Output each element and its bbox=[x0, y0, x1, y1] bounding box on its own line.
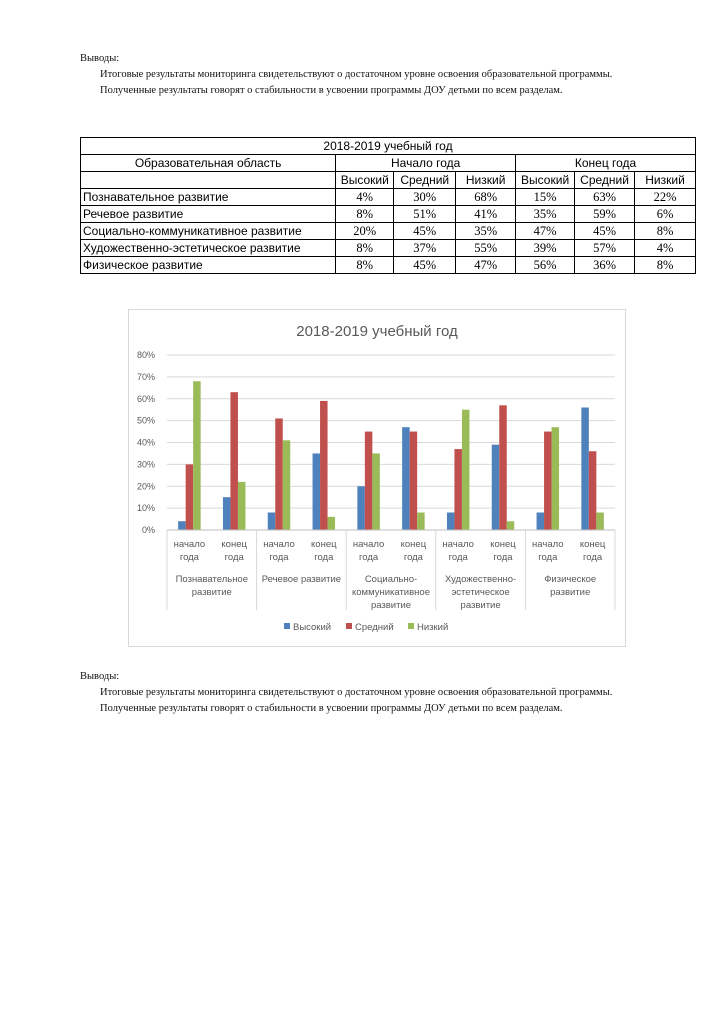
value-cell: 30% bbox=[394, 189, 456, 206]
x-subcategory-label: начало bbox=[263, 539, 295, 550]
bar bbox=[462, 410, 470, 530]
y-tick-label: 0% bbox=[141, 525, 155, 535]
bar bbox=[507, 521, 515, 530]
value-cell: 36% bbox=[575, 257, 635, 274]
value-cell: 55% bbox=[456, 240, 516, 257]
bar bbox=[410, 432, 418, 530]
bar bbox=[275, 418, 283, 530]
value-cell: 8% bbox=[635, 257, 696, 274]
table-row bbox=[81, 257, 696, 274]
value-cell: 8% bbox=[635, 223, 696, 240]
bar bbox=[402, 427, 410, 530]
x-group-label: Физическое bbox=[544, 574, 597, 585]
x-subcategory-label: года bbox=[314, 552, 334, 563]
bar bbox=[552, 427, 560, 530]
y-tick-label: 30% bbox=[136, 459, 155, 470]
table-row bbox=[81, 223, 696, 240]
conclusions-heading: Выводы: bbox=[80, 671, 120, 682]
x-subcategory-label: конец bbox=[400, 539, 427, 550]
y-tick-label: 80% bbox=[136, 350, 155, 360]
bar bbox=[320, 401, 328, 530]
x-group-label: коммуникативное bbox=[352, 587, 430, 598]
x-group-label: развитие bbox=[191, 587, 232, 598]
value-cell: 37% bbox=[394, 240, 456, 257]
area-cell: Физическое развитие bbox=[81, 257, 336, 274]
table-header-row bbox=[81, 155, 696, 172]
bar bbox=[268, 513, 276, 531]
bar bbox=[372, 453, 380, 530]
y-tick-label: 70% bbox=[136, 371, 155, 382]
bar bbox=[357, 486, 365, 530]
table-row bbox=[81, 189, 696, 206]
x-subcategory-label: начало bbox=[442, 539, 474, 550]
level-header: Низкий bbox=[635, 172, 696, 189]
x-subcategory-label: начало bbox=[352, 539, 385, 550]
bar bbox=[499, 405, 507, 530]
start-year-header: Начало года bbox=[336, 155, 516, 172]
value-cell: 45% bbox=[394, 223, 456, 240]
y-tick-label: 40% bbox=[136, 437, 155, 448]
legend-label: Средний bbox=[355, 622, 394, 633]
conclusions-top bbox=[80, 53, 680, 101]
value-cell: 45% bbox=[575, 223, 635, 240]
chart-canvas bbox=[129, 310, 625, 646]
chart-title: 2018-2019 учебный год bbox=[296, 323, 458, 340]
level-header: Высокий bbox=[336, 172, 394, 189]
level-row-blank bbox=[81, 172, 336, 189]
x-group-label: Речевое развитие bbox=[261, 574, 342, 585]
value-cell: 45% bbox=[394, 257, 456, 274]
value-cell: 47% bbox=[456, 257, 516, 274]
value-cell: 56% bbox=[516, 257, 575, 274]
value-cell: 22% bbox=[635, 189, 696, 206]
x-group-label: развитие bbox=[550, 587, 591, 598]
value-cell: 35% bbox=[516, 206, 575, 223]
x-subcategory-label: конец bbox=[221, 539, 247, 550]
bar bbox=[544, 432, 552, 530]
bar bbox=[417, 513, 425, 531]
x-subcategory-label: конец bbox=[311, 539, 337, 550]
value-cell: 20% bbox=[336, 223, 394, 240]
x-group-label: Познавательное bbox=[175, 574, 249, 585]
bar bbox=[178, 521, 186, 530]
x-subcategory-label: года bbox=[538, 552, 558, 563]
area-cell: Художественно-эстетическое развитие bbox=[81, 240, 336, 257]
x-subcategory-label: года bbox=[493, 552, 513, 563]
level-header: Низкий bbox=[456, 172, 516, 189]
value-cell: 41% bbox=[456, 206, 516, 223]
conclusions-bottom bbox=[80, 671, 680, 719]
bar bbox=[589, 451, 597, 530]
bar bbox=[537, 513, 545, 531]
conclusions-heading: Выводы: bbox=[80, 53, 120, 64]
value-cell: 8% bbox=[336, 206, 394, 223]
legend-swatch bbox=[284, 623, 290, 629]
table-title: 2018-2019 учебный год bbox=[81, 138, 696, 155]
y-tick-label: 50% bbox=[136, 415, 155, 426]
bar bbox=[596, 513, 604, 531]
area-cell: Познавательное развитие bbox=[81, 189, 336, 206]
x-subcategory-label: года bbox=[359, 552, 379, 563]
bar bbox=[581, 408, 589, 531]
x-group-label: развитие bbox=[460, 600, 501, 611]
conclusion-line-2: Полученные результаты говорят о стабильности в усвоении программы ДОУ детьми по всем разделам. bbox=[100, 85, 563, 96]
results-table bbox=[80, 137, 696, 274]
value-cell: 4% bbox=[336, 189, 394, 206]
x-subcategory-label: года bbox=[179, 552, 199, 563]
bar bbox=[283, 440, 291, 530]
x-group-label: Социально- bbox=[364, 574, 418, 585]
x-subcategory-label: конец bbox=[579, 539, 606, 550]
value-cell: 68% bbox=[456, 189, 516, 206]
bar bbox=[328, 517, 336, 530]
conclusion-line-1: Итоговые результаты мониторинга свидетельствуют о достаточном уровне освоения образовательной программы. bbox=[100, 687, 613, 698]
bar bbox=[313, 453, 321, 530]
value-cell: 4% bbox=[635, 240, 696, 257]
legend-label: Высокий bbox=[293, 622, 332, 633]
x-subcategory-label: года bbox=[403, 552, 423, 563]
x-subcategory-label: года bbox=[269, 552, 289, 563]
bar bbox=[186, 464, 194, 530]
value-cell: 6% bbox=[635, 206, 696, 223]
y-tick-label: 60% bbox=[136, 393, 155, 404]
x-subcategory-label: года bbox=[583, 552, 603, 563]
legend-label: Низкий bbox=[417, 622, 449, 633]
bar bbox=[365, 432, 373, 530]
x-subcategory-label: начало bbox=[173, 539, 206, 550]
bar bbox=[447, 513, 455, 531]
bar bbox=[230, 392, 238, 530]
y-tick-label: 20% bbox=[136, 481, 155, 492]
value-cell: 63% bbox=[575, 189, 635, 206]
x-subcategory-label: начало bbox=[532, 539, 564, 550]
value-cell: 15% bbox=[516, 189, 575, 206]
area-header: Образовательная область bbox=[81, 155, 336, 172]
level-header: Средний bbox=[575, 172, 635, 189]
legend-swatch bbox=[346, 623, 352, 629]
bar bbox=[454, 449, 462, 530]
value-cell: 57% bbox=[575, 240, 635, 257]
conclusion-line-2: Полученные результаты говорят о стабильности в усвоении программы ДОУ детьми по всем разделам. bbox=[100, 703, 563, 714]
legend-swatch bbox=[408, 623, 414, 629]
table-title-row bbox=[81, 138, 696, 155]
bar bbox=[492, 445, 500, 530]
x-subcategory-label: года bbox=[224, 552, 244, 563]
value-cell: 47% bbox=[516, 223, 575, 240]
results-chart bbox=[128, 309, 626, 647]
bar bbox=[238, 482, 246, 530]
level-header: Средний bbox=[394, 172, 456, 189]
end-year-header: Конец года bbox=[516, 155, 696, 172]
area-cell: Речевое развитие bbox=[81, 206, 336, 223]
x-subcategory-label: конец bbox=[490, 539, 516, 550]
conclusion-line-1: Итоговые результаты мониторинга свидетельствуют о достаточном уровне освоения образовательной программы. bbox=[100, 69, 613, 80]
value-cell: 8% bbox=[336, 257, 394, 274]
table-row bbox=[81, 206, 696, 223]
y-tick-label: 10% bbox=[136, 503, 155, 514]
value-cell: 39% bbox=[516, 240, 575, 257]
x-group-label: Художественно- bbox=[445, 574, 517, 585]
x-group-label: эстетическое bbox=[451, 587, 510, 598]
value-cell: 51% bbox=[394, 206, 456, 223]
value-cell: 59% bbox=[575, 206, 635, 223]
value-cell: 8% bbox=[336, 240, 394, 257]
x-subcategory-label: года bbox=[448, 552, 468, 563]
table-level-row bbox=[81, 172, 696, 189]
area-cell: Социально-коммуникативное развитие bbox=[81, 223, 336, 240]
bar bbox=[193, 381, 201, 530]
level-header: Высокий bbox=[516, 172, 575, 189]
value-cell: 35% bbox=[456, 223, 516, 240]
x-group-label: развитие bbox=[370, 600, 412, 611]
table-row bbox=[81, 240, 696, 257]
bar bbox=[223, 497, 231, 530]
